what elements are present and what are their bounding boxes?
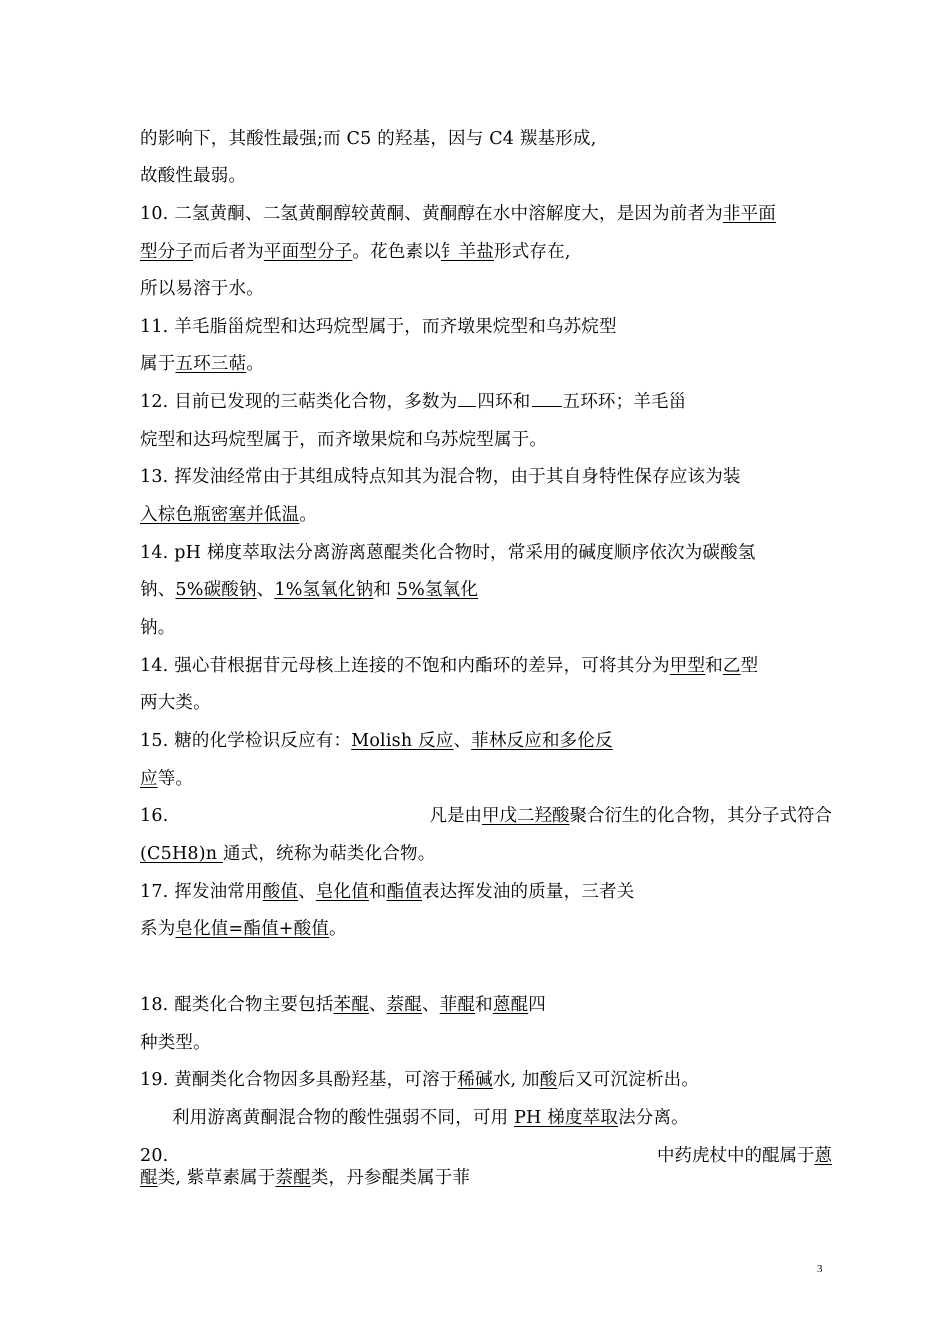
answer-underlined: 平面型分子 <box>263 242 353 262</box>
text-span: 类, 紫草素属于 <box>157 1168 276 1188</box>
text-line <box>140 240 571 264</box>
text-span: 和 <box>475 995 493 1015</box>
answer-underlined: 菲醌 <box>439 995 476 1015</box>
text-line <box>140 503 317 527</box>
text-span: 后又可沉淀析出。 <box>557 1070 700 1090</box>
text-span: 20. <box>140 1146 169 1166</box>
text-line <box>140 164 246 188</box>
text-span: 系为 <box>140 919 176 939</box>
text-line <box>140 917 347 941</box>
text-span: 烷型和达玛烷型属于，而齐墩果烷和乌苏烷型属于。 <box>140 430 548 450</box>
text-span: 。 <box>329 919 347 939</box>
text-span: 、 <box>453 731 472 751</box>
text-span: 、 <box>368 995 387 1015</box>
text-span: 15. 糖的化学检识反应有： <box>140 731 352 751</box>
answer-underlined: 乙 <box>722 656 741 676</box>
text-line <box>140 127 596 151</box>
answer-underlined: 稀碱 <box>457 1070 493 1090</box>
answer-underlined: 皂化值=酯值+酸值 <box>175 919 330 939</box>
text-span: 。花色素以 <box>352 242 441 262</box>
answer-underlined: 非平面 <box>722 204 777 224</box>
text-span: 14. pH 梯度萃取法分离游离蒽醌类化合物时，常采用的碱度顺序依次为碳酸氢 <box>140 543 756 563</box>
text-span: 种类型。 <box>140 1033 211 1053</box>
text-line <box>140 1068 699 1092</box>
answer-underlined: 入棕色瓶密塞并低温 <box>140 505 300 525</box>
answer-underlined: 苯醌 <box>333 995 369 1015</box>
text-span: 等。 <box>157 769 194 789</box>
text-span: 通式，统称为萜类化合物。 <box>223 844 436 864</box>
text-line <box>140 880 634 904</box>
answer-underlined: 5%碳酸钠 <box>175 580 257 600</box>
text-line <box>140 691 211 715</box>
text-line <box>140 804 168 828</box>
answer-underlined: 甲型 <box>669 656 706 676</box>
text-line <box>140 315 617 339</box>
text-span: 和 <box>705 656 723 676</box>
text-span: 形式存在, <box>494 242 571 262</box>
text-line <box>140 842 435 866</box>
text-span: 两大类。 <box>140 693 211 713</box>
text-span: 中药虎杖中的醌属于 <box>657 1146 815 1166</box>
text-span: 14. 强心苷根据苷元母核上连接的不饱和内酯环的差异，可将其分为 <box>140 656 670 676</box>
text-span: 而后者为 <box>193 242 264 262</box>
text-span: 法分离。 <box>618 1108 689 1128</box>
text-line <box>140 654 758 678</box>
text-span: 12. 目前已发现的三萜类化合物，多数为 <box>140 392 458 412</box>
text-line <box>140 202 776 226</box>
text-span: 类，丹参醌类属于菲 <box>310 1168 471 1188</box>
answer-underlined: 1%氢氧化钠 <box>274 580 374 600</box>
answer-underlined: PH 梯度萃取 <box>514 1108 619 1128</box>
text-line <box>140 277 264 301</box>
text-span: 四 <box>528 995 546 1015</box>
text-span: 18. 醌类化合物主要包括 <box>140 995 334 1015</box>
page-number: 3 <box>817 1263 823 1275</box>
text-span: 表达挥发油的质量，三者关 <box>422 882 635 902</box>
answer-underlined: 菲林反应和多伦反 <box>471 731 613 751</box>
text-span: 聚合衍生的化合物，其分子式符合 <box>569 806 832 826</box>
answer-underlined: 酸值 <box>262 882 299 902</box>
text-span: 型 <box>740 656 759 676</box>
answer-underlined: 醌 <box>140 1168 158 1188</box>
text-span: 和 <box>373 580 397 600</box>
text-span: 钠。 <box>140 618 176 638</box>
text-line <box>140 1031 211 1055</box>
answer-underlined: 酸 <box>539 1070 558 1090</box>
text-span: 利用游离黄酮混合物的酸性强弱不同，可用 <box>172 1108 515 1128</box>
text-span: 五环环；羊毛甾 <box>562 392 687 412</box>
text-line <box>140 1144 168 1168</box>
text-line <box>140 465 741 489</box>
text-span: 13. 挥发油经常由于其组成特点知其为混合物，由于其自身特性保存应该为装 <box>140 467 741 487</box>
text-line <box>172 1106 689 1130</box>
text-span: 19. 黄酮类化合物因多具酚羟基，可溶于 <box>140 1070 458 1090</box>
answer-underlined: 五环三萜 <box>175 354 247 374</box>
text-span: 、 <box>256 580 275 600</box>
text-line <box>140 428 547 452</box>
answer-underlined: 酯值 <box>386 882 423 902</box>
text-span: 、 <box>298 882 316 902</box>
answer-underlined: 型分子 <box>140 242 194 262</box>
text-span: 17. 挥发油常用 <box>140 882 263 902</box>
text-line <box>140 541 756 565</box>
answer-underlined: 蒽 <box>814 1146 832 1166</box>
text-span: 16. <box>140 806 169 826</box>
text-span: 属于 <box>140 354 176 374</box>
text-line <box>140 352 264 376</box>
text-span: 和 <box>368 882 387 902</box>
answer-underlined: 萘醌 <box>275 1168 311 1188</box>
text-line-right <box>657 1144 832 1168</box>
text-span: 。 <box>299 505 318 525</box>
text-span: 的影响下，其酸性最强;而 C5 的羟基，因与 C4 羰基形成, <box>140 129 597 149</box>
text-span: 。 <box>246 354 264 374</box>
answer-underlined: 甲戊二羟酸 <box>482 806 570 826</box>
text-line <box>140 767 193 791</box>
text-span: 10. 二氢黄酮、二氢黄酮醇较黄酮、黄酮醇在水中溶解度大，是因为前者为 <box>140 204 723 224</box>
text-line <box>140 993 546 1017</box>
answer-underlined: 钅羊盐 <box>440 242 495 262</box>
answer-underlined: 蒽醌 <box>492 995 529 1015</box>
text-line <box>140 390 686 414</box>
text-line-right <box>430 804 833 828</box>
answer-underlined: 应 <box>140 769 158 789</box>
text-line <box>140 578 478 602</box>
answer-underlined: 5%氢氧化 <box>396 580 479 600</box>
text-span: 11. 羊毛脂甾烷型和达玛烷型属于，而齐墩果烷型和乌苏烷型 <box>140 317 617 337</box>
text-line <box>140 1166 470 1190</box>
text-span: 四环和 <box>477 392 531 412</box>
fill-blank <box>458 390 476 407</box>
text-span: 、 <box>422 995 440 1015</box>
text-span: 故酸性最弱。 <box>140 166 247 186</box>
answer-underlined: (C5H8)n <box>140 844 224 864</box>
text-line <box>140 729 613 753</box>
answer-underlined: Molish 反应 <box>351 731 454 751</box>
text-span: 钠、 <box>140 580 176 600</box>
fill-blank <box>532 390 562 407</box>
answer-underlined: 萘醌 <box>386 995 423 1015</box>
text-span: 所以易溶于水。 <box>140 279 264 299</box>
text-span: 凡是由 <box>429 806 482 826</box>
text-line <box>140 616 175 640</box>
text-span: 水, 加 <box>492 1070 540 1090</box>
answer-underlined: 皂化值 <box>315 882 369 902</box>
